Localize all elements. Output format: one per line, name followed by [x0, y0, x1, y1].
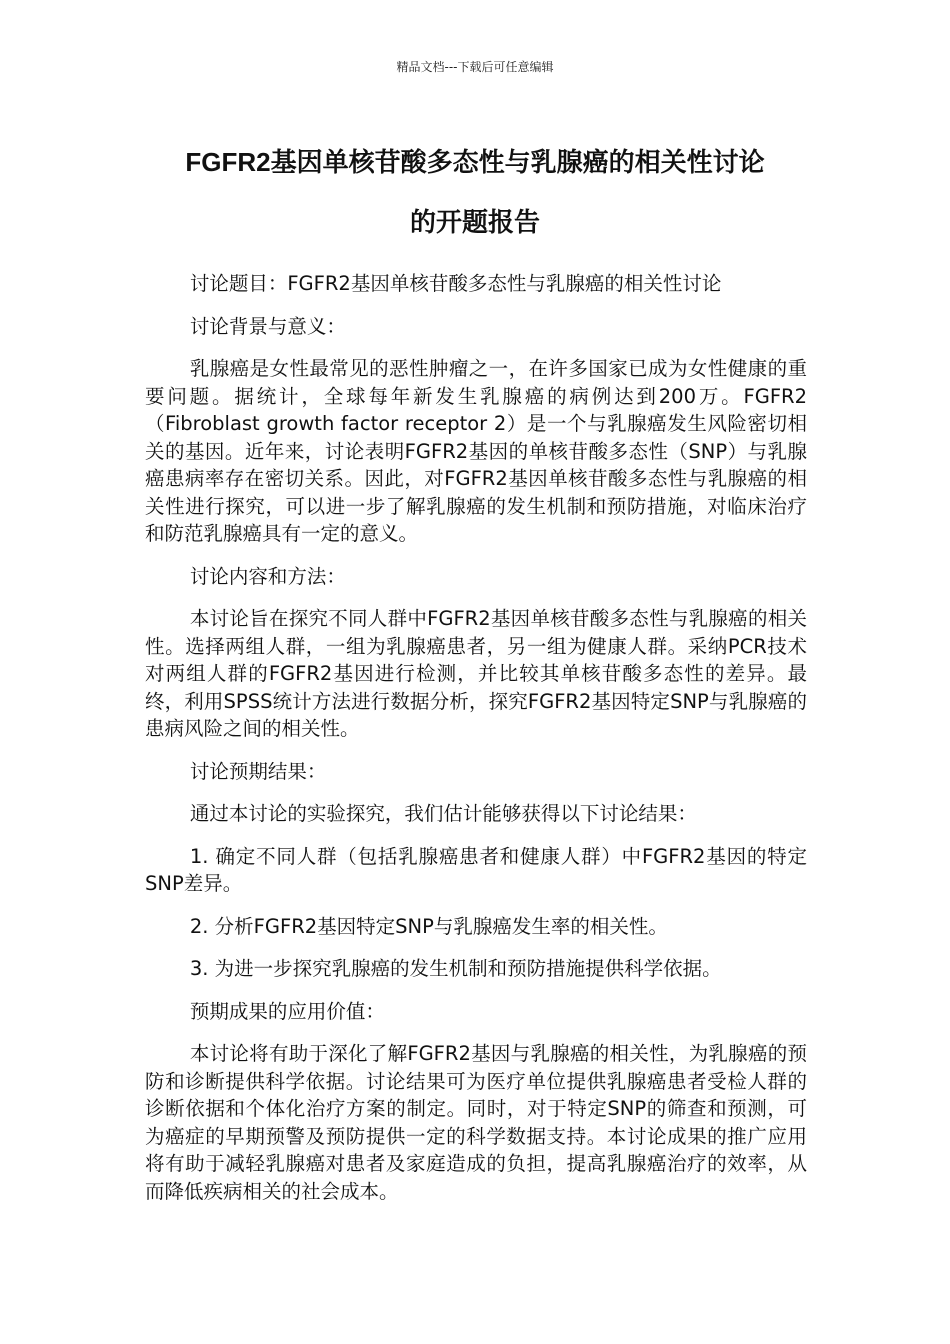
- document-body: [145, 270, 807, 1220]
- result-item-1: 1. 确定不同人群（包括乳腺癌患者和健康人群）中FGFR2基因的特定SNP差异。: [145, 844, 807, 895]
- title-line-1: FGFR2基因单核苷酸多态性与乳腺癌的相关性讨论: [185, 147, 765, 177]
- topic-paragraph: 讨论题目：FGFR2基因单核苷酸多态性与乳腺癌的相关性讨论: [189, 272, 722, 295]
- methods-paragraph: 本讨论旨在探究不同人群中FGFR2基因单核苷酸多态性与乳腺癌的相关性。选择两组人群，一组为乳腺癌患者，另一组为健康人群。采纳PCR技术对两组人群的FGFR2基因进行检测，并比较其单核苷酸多态性的差异。最终，利用SPSS统计方法进行数据分析，探究FGFR2基因特定SNP与乳腺癌的患病风险之间的相关性。: [145, 607, 807, 740]
- result-item-3: 3. 为进一步探究乳腺癌的发生机制和预防措施提供科学依据。: [189, 957, 722, 980]
- background-heading: 讨论背景与意义：: [189, 314, 346, 338]
- value-paragraph: 本讨论将有助于深化了解FGFR2基因与乳腺癌的相关性，为乳腺癌的预防和诊断提供科学依据。讨论结果可为医疗单位提供乳腺癌患者受检人群的诊断依据和个体化治疗方案的制定。同时，对于特定SNP的筛查和预测，可为癌症的早期预警及预防提供一定的科学数据支持。本讨论成果的推广应用将有助于减轻乳腺癌对患者及家庭造成的负担，提高乳腺癌治疗的效率，从而降低疾病相关的社会成本。: [145, 1042, 807, 1203]
- value-heading: 预期成果的应用价值：: [189, 999, 385, 1023]
- results-heading: 讨论预期结果：: [189, 759, 327, 783]
- results-intro: 通过本讨论的实验探究，我们估计能够获得以下讨论结果：: [189, 802, 697, 825]
- document-title: [140, 132, 810, 252]
- header-note: 精品文档---下载后可任意编辑: [396, 60, 554, 74]
- methods-heading: 讨论内容和方法：: [189, 564, 346, 588]
- result-item-2: 2. 分析FGFR2基因特定SNP与乳腺癌发生率的相关性。: [189, 914, 668, 938]
- background-paragraph: 乳腺癌是女性最常见的恶性肿瘤之一，在许多国家已成为女性健康的重要问题。据统计，全球每年新发生乳腺癌的病例达到200万。FGFR2（Fibroblast growth factor receptor 2）是一个与乳腺癌发生风险密切相关的基因。近年来，讨论表明FGFR2基因的单核苷酸多态性（SNP）与乳腺癌患病率存在密切关系。因此，对FGFR2基因单核苷酸多态性与乳腺癌的相关性进行探究，可以进一步了解乳腺癌的发生机制和预防措施，对临床治疗和防范乳腺癌具有一定的意义。: [145, 357, 807, 545]
- title-line-2: 的开题报告: [409, 207, 540, 237]
